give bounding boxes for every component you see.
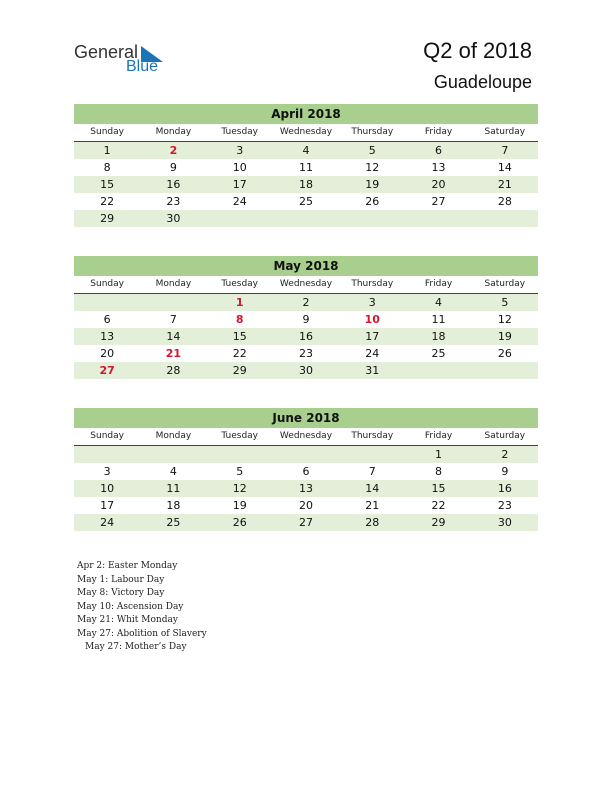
day-cell: 2 — [501, 448, 509, 461]
day-cell: 13 — [298, 482, 313, 495]
day-cell: 4 — [302, 144, 310, 157]
weekday-label: Thursday — [351, 431, 394, 441]
weekday-label: Thursday — [351, 127, 394, 137]
day-cell: 24 — [232, 195, 247, 208]
day-cell: 19 — [232, 499, 247, 512]
day-cell: 13 — [100, 330, 115, 343]
day-cell: 9 — [302, 313, 310, 326]
day-cell: 10 — [364, 313, 380, 326]
month-calendar-june — [74, 408, 538, 531]
day-cell: 8 — [235, 313, 244, 326]
day-cell: 24 — [365, 347, 380, 360]
week-row — [74, 463, 538, 480]
day-cell: 26 — [497, 347, 512, 360]
day-cell: 20 — [100, 347, 115, 360]
day-cell: 29 — [100, 212, 115, 225]
holiday-list-item: May 8: Victory Day — [77, 588, 165, 598]
day-cell: 22 — [431, 499, 446, 512]
day-cell: 4 — [169, 465, 177, 478]
day-cell: 18 — [431, 330, 446, 343]
day-cell: 11 — [166, 482, 181, 495]
day-cell: 7 — [169, 313, 177, 326]
day-cell: 23 — [497, 499, 512, 512]
month-title: May 2018 — [74, 256, 538, 276]
month-calendar-april — [74, 104, 538, 227]
weekday-label: Friday — [424, 127, 453, 137]
day-cell: 31 — [365, 364, 380, 377]
day-cell: 7 — [501, 144, 509, 157]
day-cell: 7 — [368, 465, 376, 478]
day-cell: 14 — [497, 161, 512, 174]
day-cell: 5 — [368, 144, 376, 157]
empty-day-cell — [140, 294, 206, 311]
day-cell: 4 — [435, 296, 443, 309]
day-cell: 22 — [232, 347, 247, 360]
day-cell: 24 — [100, 516, 115, 529]
day-cell: 9 — [501, 465, 509, 478]
weekday-header-row — [74, 124, 538, 142]
day-cell: 30 — [166, 212, 181, 225]
week-row — [74, 294, 538, 311]
weekday-label: Saturday — [484, 431, 526, 441]
day-cell: 19 — [497, 330, 512, 343]
day-cell: 25 — [431, 347, 446, 360]
weekday-label: Sunday — [90, 431, 124, 441]
day-cell: 3 — [368, 296, 376, 309]
weekday-label: Wednesday — [279, 127, 333, 137]
week-row — [74, 159, 538, 176]
weekday-label: Friday — [424, 279, 453, 289]
day-cell: 28 — [166, 364, 181, 377]
weekday-label: Tuesday — [221, 127, 259, 137]
day-cell: 15 — [431, 482, 446, 495]
day-cell: 14 — [166, 330, 181, 343]
week-row — [74, 176, 538, 193]
day-cell: 14 — [365, 482, 380, 495]
day-cell: 6 — [435, 144, 443, 157]
day-cell: 8 — [103, 161, 111, 174]
day-cell: 18 — [298, 178, 313, 191]
empty-day-cell — [207, 446, 273, 463]
day-cell: 1 — [235, 296, 244, 309]
day-cell: 12 — [497, 313, 512, 326]
region-name: Guadeloupe — [433, 72, 532, 92]
day-cell: 21 — [497, 178, 512, 191]
week-row — [74, 480, 538, 497]
day-cell: 20 — [431, 178, 446, 191]
day-cell: 6 — [103, 313, 111, 326]
weekday-header-row — [74, 276, 538, 294]
day-cell: 11 — [298, 161, 313, 174]
day-cell: 12 — [365, 161, 380, 174]
day-cell: 6 — [302, 465, 310, 478]
empty-day-cell — [207, 210, 273, 227]
holiday-list-item: Apr 2: Easter Monday — [77, 561, 178, 571]
day-cell: 27 — [431, 195, 446, 208]
day-cell: 23 — [298, 347, 313, 360]
empty-day-cell — [339, 446, 405, 463]
day-cell: 22 — [100, 195, 115, 208]
day-cell: 27 — [298, 516, 313, 529]
weekday-label: Monday — [155, 279, 192, 289]
day-cell: 19 — [365, 178, 380, 191]
weekday-label: Wednesday — [279, 279, 333, 289]
day-cell: 13 — [431, 161, 446, 174]
day-cell: 26 — [232, 516, 247, 529]
empty-day-cell — [405, 362, 471, 379]
weekday-label: Wednesday — [279, 431, 333, 441]
day-cell: 17 — [365, 330, 380, 343]
day-cell: 2 — [302, 296, 310, 309]
day-cell: 25 — [298, 195, 313, 208]
holiday-list-item: May 27: Mother’s Day — [85, 642, 187, 652]
day-cell: 5 — [236, 465, 244, 478]
empty-day-cell — [273, 446, 339, 463]
empty-day-cell — [74, 294, 140, 311]
day-cell: 29 — [431, 516, 446, 529]
week-row — [74, 328, 538, 345]
day-cell: 26 — [365, 195, 380, 208]
holiday-list — [77, 560, 207, 655]
week-row — [74, 210, 538, 227]
day-cell: 16 — [166, 178, 181, 191]
week-row — [74, 446, 538, 463]
day-cell: 11 — [431, 313, 446, 326]
day-cell: 8 — [435, 465, 443, 478]
day-cell: 30 — [497, 516, 512, 529]
day-cell: 28 — [365, 516, 380, 529]
week-row — [74, 362, 538, 379]
empty-day-cell — [472, 210, 538, 227]
weekday-label: Friday — [424, 431, 453, 441]
day-cell: 17 — [100, 499, 115, 512]
week-row — [74, 514, 538, 531]
weekday-label: Sunday — [90, 279, 124, 289]
empty-day-cell — [74, 446, 140, 463]
holiday-list-item: May 21: Whit Monday — [77, 615, 178, 625]
day-cell: 27 — [99, 364, 115, 377]
page-title: Q2 of 2018 — [423, 38, 532, 63]
weekday-label: Saturday — [484, 127, 526, 137]
weekday-label: Tuesday — [221, 279, 259, 289]
empty-day-cell — [339, 210, 405, 227]
week-row — [74, 193, 538, 210]
day-cell: 21 — [365, 499, 380, 512]
day-cell: 23 — [166, 195, 181, 208]
day-cell: 29 — [232, 364, 247, 377]
day-cell: 30 — [298, 364, 313, 377]
holiday-list-item: May 27: Abolition of Slavery — [77, 628, 207, 639]
empty-day-cell — [273, 210, 339, 227]
weekday-header-row — [74, 428, 538, 446]
holiday-list-item: May 10: Ascension Day — [77, 601, 184, 612]
empty-day-cell — [472, 362, 538, 379]
weekday-label: Monday — [155, 127, 192, 137]
weekday-label: Monday — [155, 431, 192, 441]
day-cell: 9 — [169, 161, 177, 174]
week-row — [74, 142, 538, 159]
day-cell: 5 — [501, 296, 509, 309]
day-cell: 25 — [166, 516, 181, 529]
day-cell: 12 — [232, 482, 247, 495]
day-cell: 15 — [232, 330, 247, 343]
day-cell: 1 — [435, 448, 443, 461]
day-cell: 21 — [165, 347, 182, 360]
day-cell: 2 — [169, 144, 178, 157]
month-title: June 2018 — [74, 408, 538, 428]
day-cell: 3 — [236, 144, 244, 157]
week-row — [74, 497, 538, 514]
day-cell: 17 — [232, 178, 247, 191]
month-calendar-may — [74, 256, 538, 379]
weekday-label: Tuesday — [221, 431, 259, 441]
day-cell: 3 — [103, 465, 111, 478]
weekday-label: Sunday — [90, 127, 124, 137]
logo-word-general: General — [74, 42, 139, 62]
day-cell: 16 — [298, 330, 313, 343]
day-cell: 20 — [298, 499, 313, 512]
day-cell: 1 — [103, 144, 111, 157]
holiday-list-item: May 1: Labour Day — [77, 574, 165, 585]
empty-day-cell — [140, 446, 206, 463]
weekday-label: Thursday — [351, 279, 394, 289]
empty-day-cell — [405, 210, 471, 227]
week-row — [74, 311, 538, 328]
day-cell: 10 — [100, 482, 115, 495]
day-cell: 28 — [497, 195, 512, 208]
day-cell: 15 — [100, 178, 115, 191]
day-cell: 18 — [166, 499, 181, 512]
day-cell: 10 — [232, 161, 247, 174]
week-row — [74, 345, 538, 362]
month-title: April 2018 — [74, 104, 538, 124]
logo-word-blue: Blue — [126, 58, 159, 75]
weekday-label: Saturday — [484, 279, 526, 289]
day-cell: 16 — [497, 482, 512, 495]
